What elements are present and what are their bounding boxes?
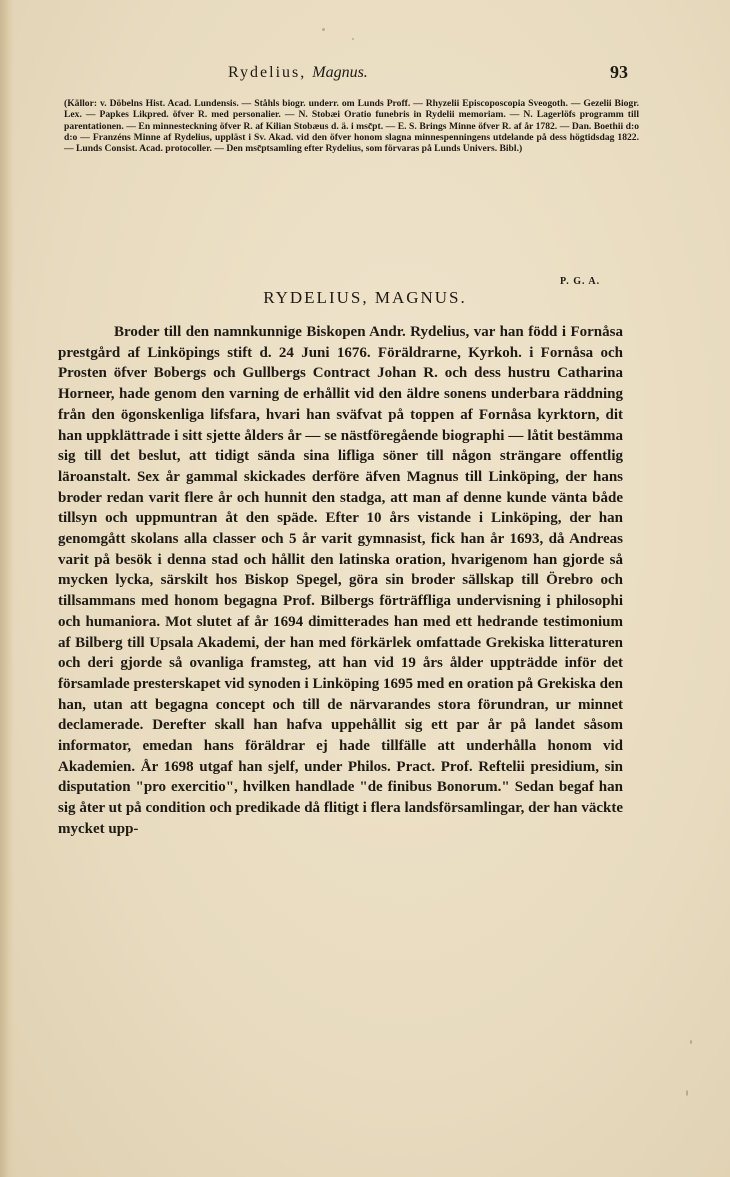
article-heading: RYDELIUS, MAGNUS.	[263, 288, 467, 307]
paper-speck	[352, 38, 354, 40]
running-title	[228, 64, 368, 82]
sources-note: (Källor: v. Döbelns Hist. Acad. Lundensis. — Ståhls biogr. underr. om Lunds Proff. — Rhyzelii Episcoposcopia Sveogoth. — Gezelii Biogr. Lex. — Papkes Likpred. öfver R. med personalier. — N. Stobæi Oratio funebris in Rydelii memoriam. — N. Lagerlöfs programm till parentationen. — En minnesteckning öfver R. af Kilian Stobæus d. ä. i msc̃pt. — E. S. Brings Minne öfver R. af år 1782. — Dan. Boethii d:o d:o — Franzéns Minne af Rydelius, uppläst i Sv. Akad. vid den öfver honom slagna minnespenningens utdelande på dess högtidsdag 1822. — Lunds Consist. Acad. protocoller. — Den msc̃ptsamling efter Rydelius, som förvaras på Lunds Univers. Bibl.)	[64, 98, 639, 155]
author-signature: P. G. A.	[560, 276, 601, 287]
paper-speck	[322, 28, 325, 31]
article-paragraph: Broder till den namnkunnige Biskopen Andr. Rydelius, var han född i Fornåsa prestgård af Linköpings stift d. 24 Juni 1676. Föräldrarne, Kyrkoh. i Fornåsa och Prosten öfver Bobergs och Gullbergs Contract Johan R. och dess hustru Catharina Horneer, hade genom den varning de erhållit vid den äldre sonens underbara räddning från den ögonskenliga lifsfara, hvari han sväfvat på toppen af Fornåsa kyrktorn, dit han uppklättrade i sitt sjette ålders år — se nästföregående biographi — låtit bestämma sig till det beslut, att tidigt sända sina lifliga söner till någon strängare offentlig läroanstalt. Sex år gammal skickades derföre äfven Magnus till Linköping, der hans broder redan varit flere år och hunnit den stadga, att man af denne kunde vänta både tillsyn och uppmuntran åt den späde. Efter 10 års vistande i Linköping, der han genomgått skolans alla classer och 5 år varit gymnasist, fick han år 1693, då Andreas varit på besök i denna stad och hållit den latinska oration, hvarigenom han gjorde så mycken lycka, särskilt hos Biskop Spegel, göra sin broder sällskap till Örebro och tillsammans med honom begagna Prof. Bilbergs förträffliga undervisning i philosophi och humaniora. Mot slutet af år 1694 dimitterades han med ett hedrande testimonium af Bilberg till Upsala Akademi, der han med förkärlek omfattade Grekiska litteraturen och deri gjorde så ovanliga framsteg, att han vid 19 års ålder uppträdde inför det församlade presterskapet vid synoden i Linköping 1695 med en oration på Grekiska den han, utan att begagna concept och till de närvarandes stora förundran, ur minnet declamerade. Derefter skall han hafva uppehållit sig ett par år på landet såsom informator, emedan hans föräldrar ej hade tillfälle att underhålla honom vid Akademien. År 1698 utgaf han sjelf, under Philos. Pract. Prof. Reftelii presidium, sin disputation "pro exercitio", hvilken handlade "de finibus Bonorum." Sedan begaf han sig åter ut på condition och predikade då flitigt i flera landsförsamlingar, der han väckte mycket upp-	[58, 324, 623, 837]
page-spine-shadow	[0, 0, 14, 1177]
running-title-surname: Rydelius,	[228, 64, 307, 81]
running-title-given: Magnus.	[312, 64, 368, 81]
page-header	[60, 62, 640, 88]
page-number: 93	[610, 62, 628, 82]
paper-speck	[686, 1090, 688, 1096]
paper-speck	[690, 1040, 692, 1044]
article-body	[58, 322, 623, 840]
